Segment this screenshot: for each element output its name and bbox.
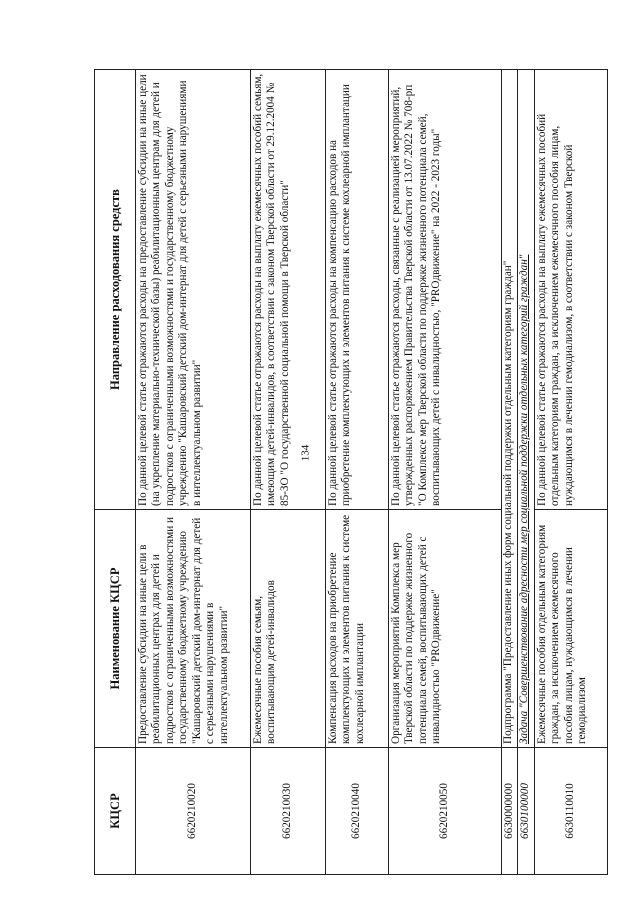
cell-code: 6620210050 <box>389 748 502 875</box>
subprogram-title: Подпрограмма "Предоставление иных форм социальной поддержки отдельным категориям граждан" <box>502 70 518 748</box>
cell-direction: По данной целевой статье отражаются расходы, связанные с реализацией мероприятий, утвержденных распоряжением Правительства Тверской области от 13.07.2022 № 708-рп "О Комплексе мер Тверской области по поддержке жизненного потенциала семей, воспитывающих детей с инвалидностью, "PROдвижение" на 2022 - 2023 годы" <box>389 70 502 510</box>
rotated-table-sheet <box>94 70 612 875</box>
header-direction: Направление расходования средств <box>95 70 136 510</box>
table-row <box>326 70 389 875</box>
header-name: Наименование КЦСР <box>95 510 136 748</box>
task-row <box>518 70 534 875</box>
cell-code: 6630110010 <box>534 748 607 875</box>
task-title-cell <box>518 70 534 748</box>
page-number-text: 134 <box>298 444 311 461</box>
cell-name: Ежемесячные пособия отдельным категориям граждан, за исключением ежемесячного пособия лицам, нуждающимся в лечении гемодиализом <box>534 510 607 748</box>
kcsr-table <box>94 69 608 875</box>
cell-name: Компенсация расходов на приобретение комплектующих и элементов питания к системе кохлеарной имплантации <box>326 510 389 748</box>
task-code: 6630100000 <box>519 783 532 839</box>
task-title: Задача "Совершенствование адресности мер социальной поддержки отдельных категорий граждан" <box>518 254 531 744</box>
cell-direction: По данной целевой статье отражаются расходы на компенсацию расходов на приобретение комплектующих и элементов питания к системе кохлеарной имплантации <box>326 70 389 510</box>
table-row <box>389 70 502 875</box>
cell-direction: По данной целевой статье отражаются расходы на предоставление субсидии на иные цели (на укрепление материально-технической базы) реабилитационным центрам для детей и подростков с ограниченными возможностями и государственному бюджетному учреждению "Кашаровский детский дом-интернат для детей с серьезными нарушениями в интеллектуальном развитии" <box>136 70 251 510</box>
cell-name: Ежемесячные пособия семьям, воспитывающим детей-инвалидов <box>251 510 326 748</box>
header-code: КЦСР <box>95 748 136 875</box>
cell-code: 6620210030 <box>251 748 326 875</box>
table-header-row <box>95 70 136 875</box>
cell-name: Предоставление субсидии на иные цели в реабилитационных центрах для детей и подростков с ограниченными возможностями и государственному бюджетному учреждению "Кашаровский детский дом-интернат для детей с серьезными нарушениями в интеллектуальном развитии" <box>136 510 251 748</box>
cell-code <box>518 748 534 875</box>
table-row <box>251 70 326 875</box>
cell-code: 6620210040 <box>326 748 389 875</box>
cell-code: 6620210020 <box>136 748 251 875</box>
cell-direction: По данной целевой статье отражаются расходы на выплату ежемесячных пособий отдельным категориям граждан, за исключением ежемесячного пособия лицам, нуждающимся в лечении гемодиализом, в соответствии с законом Тверской <box>534 70 607 510</box>
cell-direction: По данной целевой статье отражаются расходы на выплату ежемесячных пособий семьям, имеющим детей-инвалидов, в соответствии с законом Тверской области от 29.12.2004 № 85-ЗО "О государственной социальной помощи в Тверской области" <box>251 70 326 510</box>
table-row <box>534 70 607 875</box>
cell-name: Организация мероприятий Комплекса мер Тверской области по поддержке жизненного потенциала семей, воспитывающих детей с инвалидностью "PROдвижение" <box>389 510 502 748</box>
cell-code: 6630000000 <box>502 748 518 875</box>
subprogram-row <box>502 70 518 875</box>
table-row <box>136 70 251 875</box>
